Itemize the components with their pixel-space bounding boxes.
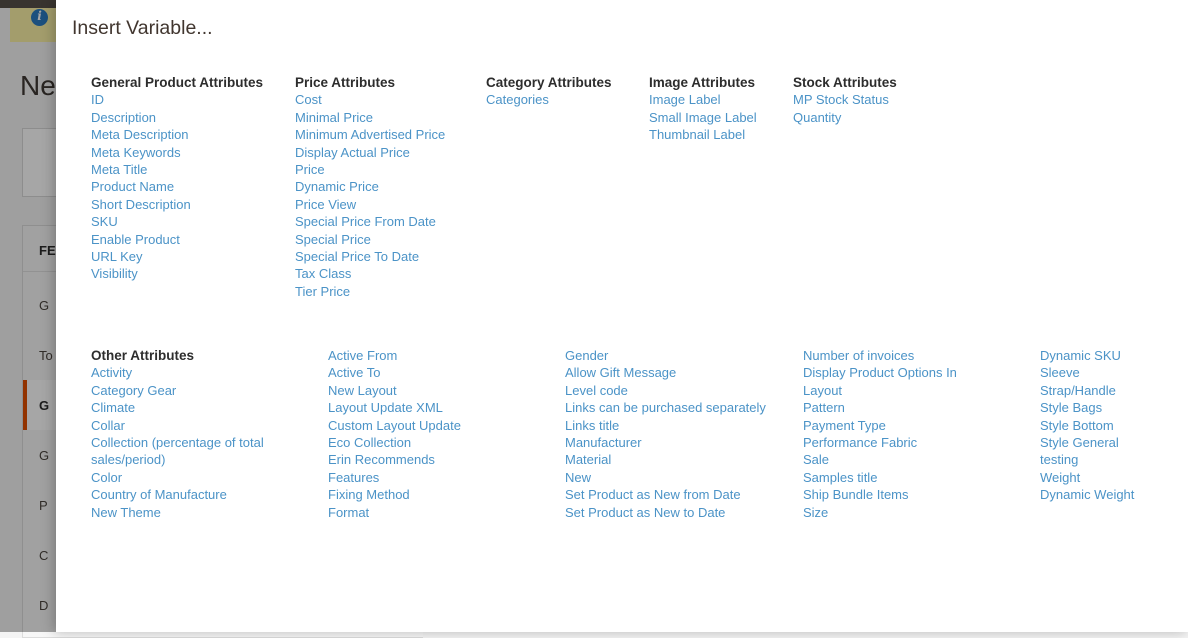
variable-link[interactable]: Links can be purchased separately bbox=[565, 400, 766, 416]
variable-link[interactable]: Thumbnail Label bbox=[649, 127, 746, 143]
attribute-column bbox=[793, 74, 897, 126]
variable-link[interactable]: Layout Update XML bbox=[328, 400, 443, 416]
variable-link[interactable]: Product Name bbox=[91, 179, 175, 195]
variable-link[interactable]: Set Product as New from Date bbox=[565, 487, 741, 503]
attribute-column bbox=[486, 74, 649, 109]
variable-link[interactable]: Number of invoices bbox=[803, 348, 915, 363]
sidebar-tab[interactable]: D bbox=[39, 597, 49, 613]
attribute-column bbox=[1040, 347, 1134, 504]
variable-link[interactable]: Country of Manufacture bbox=[91, 487, 227, 503]
page-title: Ne bbox=[20, 70, 56, 101]
variable-link[interactable]: New Theme bbox=[91, 504, 161, 520]
variable-link[interactable]: Special Price From Date bbox=[295, 214, 436, 230]
variable-link[interactable]: Style General bbox=[1040, 435, 1119, 451]
variable-link[interactable]: Special Price bbox=[295, 231, 371, 247]
variable-link[interactable]: Active From bbox=[328, 348, 398, 363]
attribute-column bbox=[565, 347, 803, 521]
sidebar-tab[interactable]: G bbox=[39, 447, 50, 463]
variable-link[interactable]: Manufacturer bbox=[565, 435, 642, 451]
variable-link[interactable]: Meta Description bbox=[91, 127, 189, 143]
variable-link[interactable]: Display Product Options In Layout bbox=[803, 365, 957, 398]
variable-link[interactable]: Collection (percentage of total sales/period) bbox=[91, 435, 264, 468]
attribute-column bbox=[328, 347, 565, 521]
attribute-column bbox=[803, 347, 1040, 521]
variable-link[interactable]: Price View bbox=[295, 196, 357, 212]
attributes-section bbox=[91, 74, 897, 300]
variable-link[interactable]: Performance Fabric bbox=[803, 435, 918, 451]
sidebar-panel-header: FE bbox=[23, 226, 423, 272]
variable-link[interactable]: Format bbox=[328, 504, 370, 520]
variable-link[interactable]: Minimal Price bbox=[295, 109, 374, 125]
variable-link[interactable]: Samples title bbox=[803, 469, 878, 485]
insert-variable-modal bbox=[56, 0, 1188, 632]
attribute-group-header: Price Attributes bbox=[295, 75, 396, 90]
sidebar-tab[interactable]: P bbox=[39, 497, 48, 513]
variable-link[interactable]: Meta Keywords bbox=[91, 144, 181, 160]
variable-link[interactable]: Category Gear bbox=[91, 382, 177, 398]
attribute-group-header: Other Attributes bbox=[91, 348, 195, 363]
variable-link[interactable]: Enable Product bbox=[91, 231, 180, 247]
variable-link[interactable]: Dynamic Price bbox=[295, 179, 379, 195]
variable-link[interactable]: Collar bbox=[91, 417, 125, 433]
variable-link[interactable]: New Layout bbox=[328, 382, 397, 398]
attribute-column bbox=[295, 74, 486, 300]
sidebar-tab[interactable]: G bbox=[23, 380, 423, 430]
variable-link[interactable]: Gender bbox=[565, 348, 609, 363]
variable-link[interactable]: Price bbox=[295, 162, 325, 178]
variable-link[interactable]: Size bbox=[803, 504, 829, 520]
variable-link[interactable]: Visibility bbox=[91, 266, 138, 282]
variable-link[interactable]: Active To bbox=[328, 365, 381, 381]
variable-link[interactable]: Climate bbox=[91, 400, 136, 416]
variable-link[interactable]: Cost bbox=[295, 92, 322, 108]
variable-link[interactable]: Fixing Method bbox=[328, 487, 410, 503]
variable-link[interactable]: Allow Gift Message bbox=[565, 365, 677, 381]
variable-link[interactable]: Style Bags bbox=[1040, 400, 1103, 416]
variable-link[interactable]: URL Key bbox=[91, 249, 143, 265]
variable-link[interactable]: Payment Type bbox=[803, 417, 886, 433]
attribute-column bbox=[649, 74, 793, 144]
variable-link[interactable]: Minimum Advertised Price bbox=[295, 127, 446, 143]
variable-link[interactable]: MP Stock Status bbox=[793, 92, 889, 108]
variable-link[interactable]: Categories bbox=[486, 92, 549, 108]
modal-title: Insert Variable... bbox=[72, 17, 213, 39]
attribute-group-header: Category Attributes bbox=[486, 75, 612, 90]
attribute-group-header: General Product Attributes bbox=[91, 75, 264, 90]
variable-link[interactable]: Meta Title bbox=[91, 162, 148, 178]
variable-link[interactable]: Erin Recommends bbox=[328, 452, 435, 468]
variable-link[interactable]: Ship Bundle Items bbox=[803, 487, 909, 503]
variable-link[interactable]: Description bbox=[91, 109, 157, 125]
variable-link[interactable]: Dynamic Weight bbox=[1040, 487, 1135, 503]
variable-link[interactable]: Style Bottom bbox=[1040, 417, 1114, 433]
variable-link[interactable]: Special Price To Date bbox=[295, 249, 420, 265]
sidebar-tab[interactable]: To bbox=[39, 347, 53, 363]
variable-link[interactable]: Tier Price bbox=[295, 283, 351, 299]
attribute-group-header: Stock Attributes bbox=[793, 75, 897, 90]
variable-link[interactable]: Dynamic SKU bbox=[1040, 348, 1121, 363]
variable-link[interactable]: Sleeve bbox=[1040, 365, 1080, 381]
variable-link[interactable]: New bbox=[565, 469, 592, 485]
attribute-column bbox=[91, 347, 328, 521]
variable-link[interactable]: SKU bbox=[91, 214, 118, 230]
variable-link[interactable]: Material bbox=[565, 452, 612, 468]
sidebar-tab[interactable]: C bbox=[39, 547, 49, 563]
variable-link[interactable]: Color bbox=[91, 469, 123, 485]
variable-link[interactable]: Strap/Handle bbox=[1040, 382, 1116, 398]
info-icon: i bbox=[31, 9, 48, 26]
variable-link[interactable]: Eco Collection bbox=[328, 435, 412, 451]
attribute-group-header: Image Attributes bbox=[649, 75, 756, 90]
attribute-column bbox=[91, 74, 295, 283]
sidebar-tab[interactable]: G bbox=[39, 297, 50, 313]
attributes-section bbox=[91, 347, 1134, 521]
variable-link[interactable]: Activity bbox=[91, 365, 133, 381]
variable-link[interactable]: Quantity bbox=[793, 109, 842, 125]
variable-link[interactable]: Pattern bbox=[803, 400, 845, 416]
variable-link[interactable]: testing bbox=[1040, 452, 1079, 468]
variable-link[interactable]: Weight bbox=[1040, 469, 1081, 485]
variable-link[interactable]: Set Product as New to Date bbox=[565, 504, 726, 520]
variable-link[interactable]: Links title bbox=[565, 417, 620, 433]
variable-link[interactable]: Image Label bbox=[649, 92, 721, 108]
variable-link[interactable]: Display Actual Price bbox=[295, 144, 410, 160]
variable-link[interactable]: Custom Layout Update bbox=[328, 417, 461, 433]
variable-link[interactable]: Features bbox=[328, 469, 380, 485]
variable-link[interactable]: Small Image Label bbox=[649, 109, 757, 125]
variable-link[interactable]: ID bbox=[91, 92, 104, 108]
variable-link[interactable]: Sale bbox=[803, 452, 830, 468]
variable-link[interactable]: Level code bbox=[565, 382, 628, 398]
variable-link[interactable]: Tax Class bbox=[295, 266, 352, 282]
variable-link[interactable]: Short Description bbox=[91, 196, 191, 212]
